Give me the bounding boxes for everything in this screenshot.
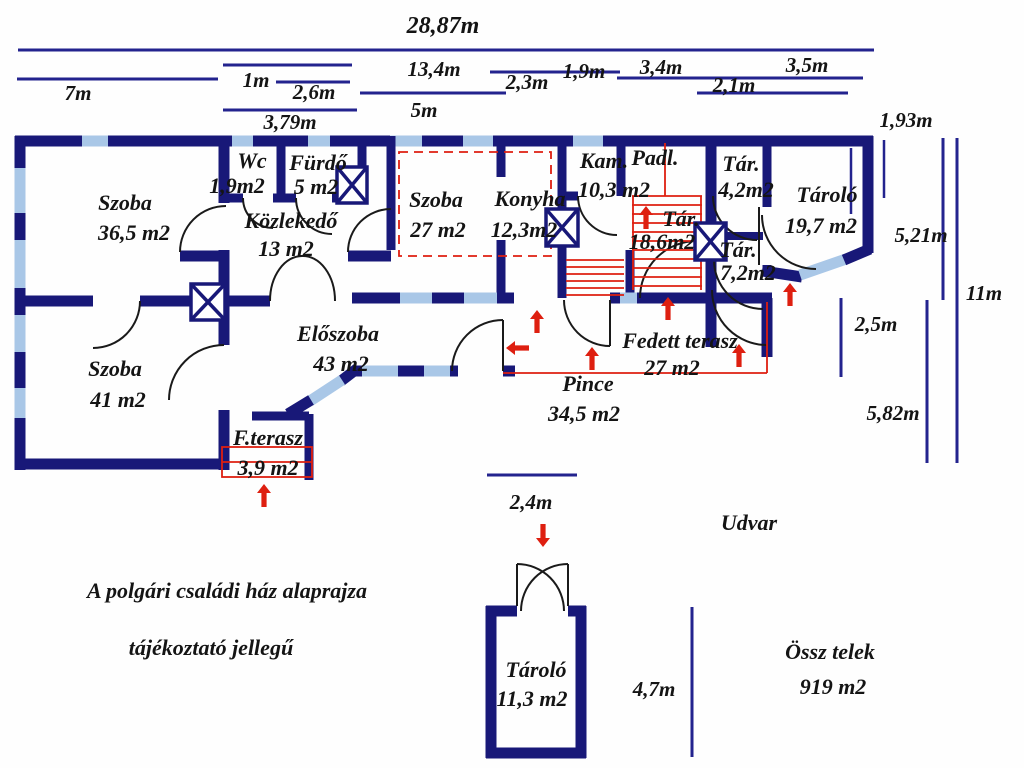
dim-3-4m: 3,4m [639, 55, 683, 79]
room-tar3-area: 7,2m2 [720, 260, 776, 285]
room-pince-name: Pince [562, 371, 614, 396]
room-szoba1-name: Szoba [98, 190, 152, 215]
dim-2-5m: 2,5m [854, 312, 898, 336]
dim-4-7m: 4,7m [632, 677, 676, 701]
arrow-pince-hall [530, 310, 544, 333]
room-tarolo2-area: 11,3 m2 [496, 686, 568, 711]
room-fedett-name: Fedett terasz [622, 328, 738, 353]
dim-2-4m: 2,4m [509, 490, 553, 514]
dim-1m: 1m [242, 68, 270, 92]
room-szoba3-area: 41 m2 [90, 387, 146, 412]
dim-5-21m: 5,21m [894, 223, 948, 247]
room-tar2-area: 4,2m2 [718, 177, 774, 202]
room-tarolo1-area: 19,7 m2 [784, 213, 858, 238]
dim-1-93m: 1,93m [879, 108, 933, 132]
telek-area: 919 m2 [799, 674, 867, 699]
room-fterasz-name: F.terasz [233, 425, 303, 450]
room-szoba2-name: Szoba [409, 187, 463, 212]
room-tar2-name: Tár. [722, 151, 760, 176]
room-konyha-name: Konyha [494, 186, 566, 211]
dim-total-width: 28,87m [406, 13, 480, 39]
dim-1-9m: 1,9m [562, 59, 606, 83]
dim-3-79m: 3,79m [263, 110, 317, 134]
arrow-left-entry [506, 341, 529, 355]
room-furdo-area: 5 m2 [293, 174, 339, 199]
room-tar3-name: Tár. [719, 237, 757, 262]
arrow-storage-down [536, 524, 550, 547]
room-kamra-name: Kam. [579, 148, 629, 173]
room-padlas-name: Padl. [631, 145, 679, 170]
udvar-label: Udvar [720, 510, 778, 535]
dim-5-82m: 5,82m [866, 401, 920, 425]
dim-7m: 7m [64, 81, 92, 105]
room-szoba2-area: 27 m2 [410, 217, 466, 242]
room-szoba1-area: 36,5 m2 [97, 220, 171, 245]
room-eloszoba-name: Előszoba [297, 321, 379, 346]
telek-label: Össz telek [785, 639, 875, 664]
caption-line2: tájékoztató jellegű [128, 635, 294, 660]
dim-11m: 11m [965, 281, 1003, 305]
room-kozlekedo-area: 13 m2 [258, 236, 314, 261]
room-szoba3-name: Szoba [88, 356, 142, 381]
room-tar1-name: Tár. [662, 206, 700, 231]
dim-3-5m: 3,5m [785, 53, 829, 77]
arrow-tar [783, 283, 797, 306]
room-tarolo2-name: Tároló [505, 657, 567, 682]
arrow-fterasz [257, 484, 271, 507]
room-wc-area: 1,9m2 [209, 173, 265, 198]
room-pince-area: 34,5 m2 [547, 401, 621, 426]
dim-5m: 5m [410, 98, 438, 122]
arrow-stairs [639, 206, 653, 229]
site-labels [85, 510, 875, 699]
stairs-lower [566, 260, 624, 295]
dim-2-6m: 2,6m [292, 80, 336, 104]
room-tarolo1-name: Tároló [796, 182, 858, 207]
interior-walls [15, 136, 772, 480]
room-tar1-area: 18,6m2 [628, 229, 696, 254]
room-fterasz-area: 3,9 m2 [237, 455, 299, 480]
dim-13-4m: 13,4m [407, 57, 461, 81]
room-wc-name: Wc [237, 148, 267, 173]
room-kamra-area: 10,3 m2 [577, 177, 651, 202]
room-kozlekedo-name: Közlekedő [244, 208, 338, 233]
room-eloszoba-area: 43 m2 [313, 351, 369, 376]
room-fedett-area: 27 m2 [644, 355, 700, 380]
chimney-icon [191, 284, 225, 320]
room-labels [88, 145, 857, 711]
caption-line1: A polgári családi ház alaprajza [87, 578, 367, 603]
dim-2-3m: 2,3m [505, 70, 549, 94]
dim-2-1m: 2,1m [712, 73, 756, 97]
room-konyha-area: 12,3m2 [490, 217, 558, 242]
arrow-pince [585, 347, 599, 370]
room-furdo-name: Fürdő [289, 150, 347, 175]
